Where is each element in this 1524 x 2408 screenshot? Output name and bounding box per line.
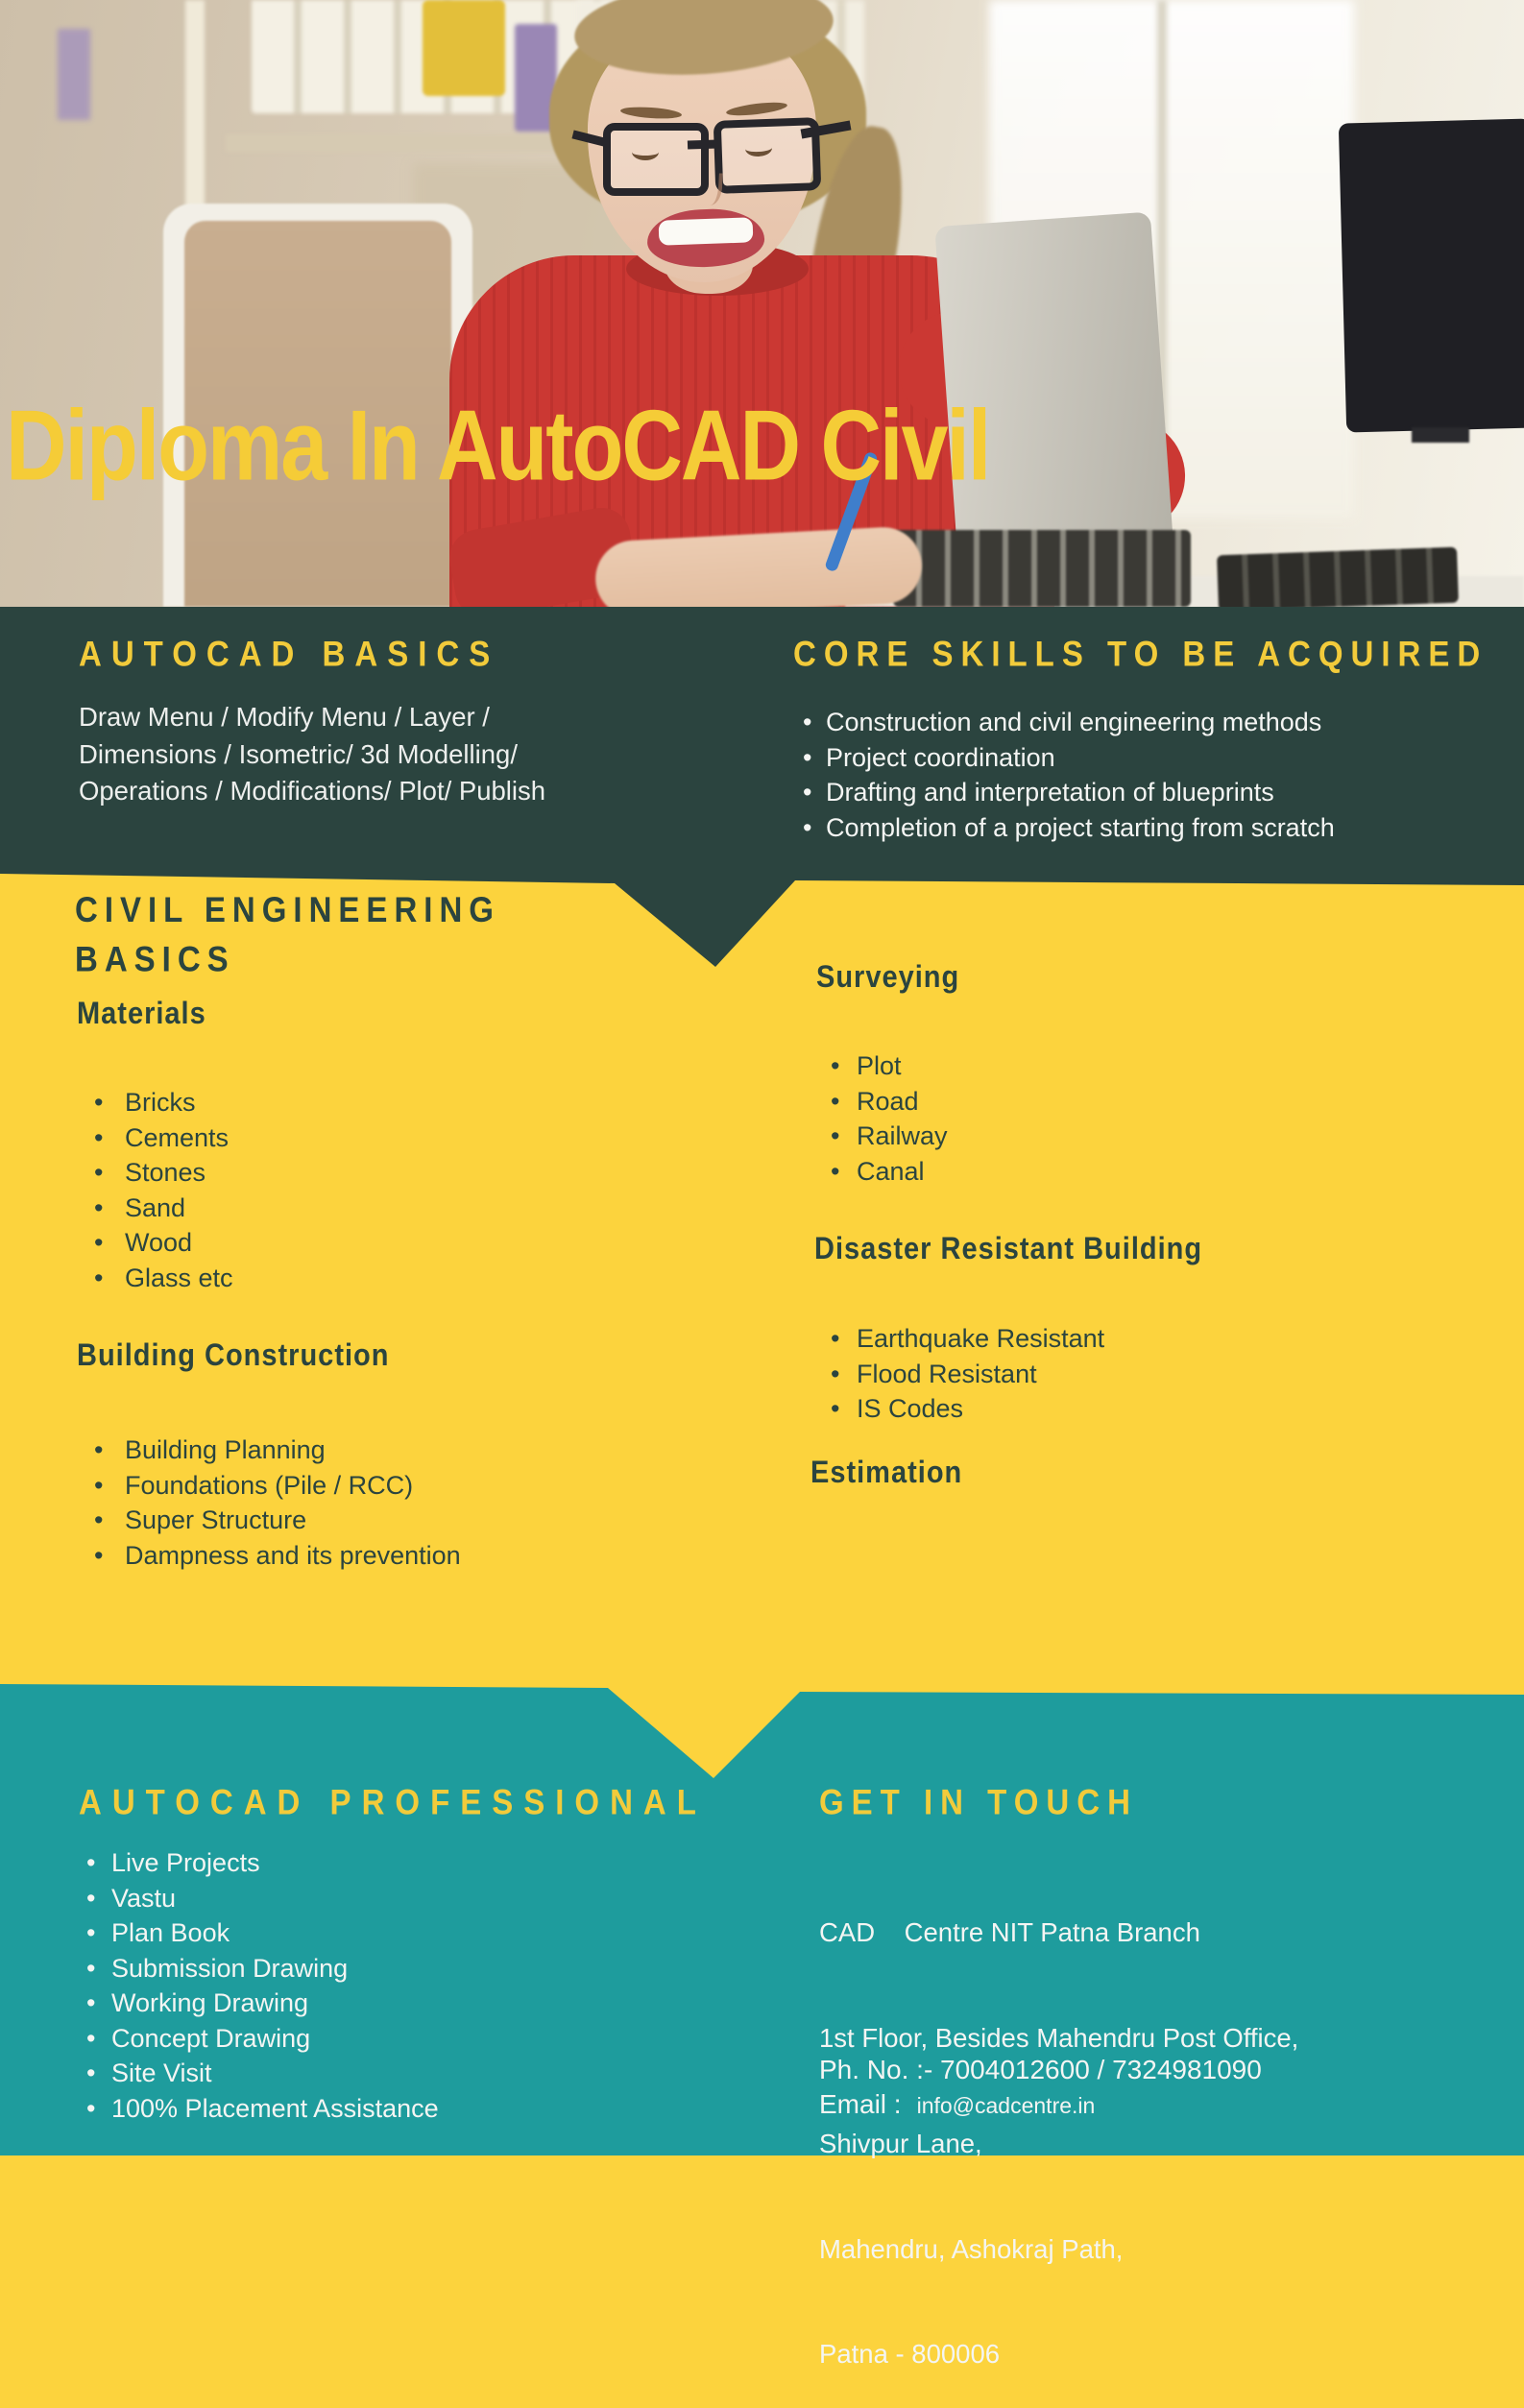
autocad-professional-list xyxy=(81,1845,439,2126)
page-title-text: Diploma In AutoCAD Civil xyxy=(6,389,990,501)
glasses-left-lens xyxy=(603,123,709,196)
list-item: • Sand xyxy=(81,1191,233,1226)
list-item: • Bricks xyxy=(81,1085,233,1120)
heading-surveying xyxy=(816,960,960,995)
heading-get-in-touch-text: GET IN TOUCH xyxy=(819,1782,1138,1822)
photo-yellow-binder xyxy=(423,0,505,96)
disaster-list xyxy=(818,1321,1104,1427)
heading-disaster-resistant xyxy=(814,1232,1202,1264)
list-item: • Working Drawing xyxy=(81,1986,439,2021)
list-item: • Submission Drawing xyxy=(81,1951,439,1987)
list-item: • Canal xyxy=(818,1154,948,1190)
heading-civil-engineering-basics-text: CIVIL ENGINEERING BASICS xyxy=(75,889,500,979)
core-skills-list xyxy=(793,705,1335,845)
building-construction-list xyxy=(81,1433,461,1573)
heading-estimation-text: Estimation xyxy=(810,1456,963,1490)
autocad-basics-line: Draw Menu / Modify Menu / Layer / xyxy=(79,702,490,732)
address-block xyxy=(819,1845,1298,2408)
list-item: • Construction and civil engineering methods xyxy=(793,705,1335,740)
page-title xyxy=(6,388,990,501)
list-item: • Completion of a project starting from scratch xyxy=(793,810,1335,846)
list-item: • Drafting and interpretation of blueprints xyxy=(793,775,1335,810)
heading-get-in-touch xyxy=(819,1782,1138,1822)
list-item: • Building Planning xyxy=(81,1433,461,1468)
list-item: • Flood Resistant xyxy=(818,1357,1104,1392)
list-item: • Super Structure xyxy=(81,1503,461,1538)
heading-autocad-basics xyxy=(79,634,500,674)
heading-core-skills-text: CORE SKILLS TO BE ACQUIRED xyxy=(793,634,1488,674)
email-value: info@cadcentre.in xyxy=(916,2093,1096,2118)
list-item: • Plot xyxy=(818,1048,948,1084)
woman-eye-left xyxy=(632,144,659,160)
phone-line: Ph. No. :- 7004012600 / 7324981090 xyxy=(819,2055,1262,2084)
photo-monitor-stand xyxy=(1412,427,1469,443)
email-line xyxy=(819,2089,1095,2120)
list-item: • Site Visit xyxy=(81,2056,439,2091)
woman-teeth xyxy=(659,217,754,245)
autocad-basics-paragraph xyxy=(79,699,545,810)
photo-purple-binder-2 xyxy=(58,29,90,120)
address-line: Mahendru, Ashokraj Path, xyxy=(819,2233,1124,2264)
address-line: 1st Floor, Besides Mahendru Post Office, xyxy=(819,2022,1299,2053)
autocad-basics-line: Operations / Modifications/ Plot/ Publish xyxy=(79,776,546,806)
list-item: • Live Projects xyxy=(81,1845,439,1881)
heading-materials xyxy=(77,997,206,1031)
external-keyboard xyxy=(1217,547,1459,607)
list-item: • Road xyxy=(818,1084,948,1120)
photo-monitor xyxy=(1339,118,1524,432)
list-item: • Railway xyxy=(818,1119,948,1154)
materials-list xyxy=(81,1085,233,1295)
heading-building-construction-text: Building Construction xyxy=(77,1338,390,1373)
address-line: CAD Centre NIT Patna Branch xyxy=(819,1917,1200,1948)
glasses-bridge xyxy=(688,139,718,149)
heading-autocad-basics-text: AUTOCAD BASICS xyxy=(79,634,500,674)
list-item: • IS Codes xyxy=(818,1391,1104,1427)
list-item: • Project coordination xyxy=(793,740,1335,776)
list-item: • Glass etc xyxy=(81,1261,233,1296)
list-item: • 100% Placement Assistance xyxy=(81,2091,439,2127)
laptop-lid xyxy=(934,212,1173,558)
list-item: • Dampness and its prevention xyxy=(81,1538,461,1574)
heading-civil-engineering-basics xyxy=(75,885,651,979)
email-label: Email : xyxy=(819,2089,902,2119)
list-item: • Stones xyxy=(81,1155,233,1191)
autocad-basics-line: Dimensions / Isometric/ 3d Modelling/ xyxy=(79,738,518,769)
list-item: • Cements xyxy=(81,1120,233,1156)
laptop-keyboard xyxy=(893,530,1191,607)
heading-autocad-professional-text: AUTOCAD PROFESSIONAL xyxy=(79,1782,707,1822)
heading-materials-text: Materials xyxy=(77,997,206,1031)
list-item: • Concept Drawing xyxy=(81,2021,439,2057)
list-item: • Plan Book xyxy=(81,1915,439,1951)
list-item: • Earthquake Resistant xyxy=(818,1321,1104,1357)
list-item: • Wood xyxy=(81,1225,233,1261)
heading-core-skills xyxy=(793,634,1488,674)
address-line: Patna - 800006 xyxy=(819,2339,1001,2370)
heading-autocad-professional xyxy=(79,1782,707,1822)
address-line: Shivpur Lane, xyxy=(819,2128,982,2158)
heading-building-construction xyxy=(77,1338,390,1373)
list-item: • Foundations (Pile / RCC) xyxy=(81,1468,461,1504)
heading-surveying-text: Surveying xyxy=(816,960,960,995)
heading-disaster-resistant-text: Disaster Resistant Building xyxy=(814,1232,1203,1266)
heading-estimation xyxy=(810,1456,963,1490)
hero-photo xyxy=(0,0,1524,607)
surveying-list xyxy=(818,1048,948,1189)
list-item: • Vastu xyxy=(81,1881,439,1916)
